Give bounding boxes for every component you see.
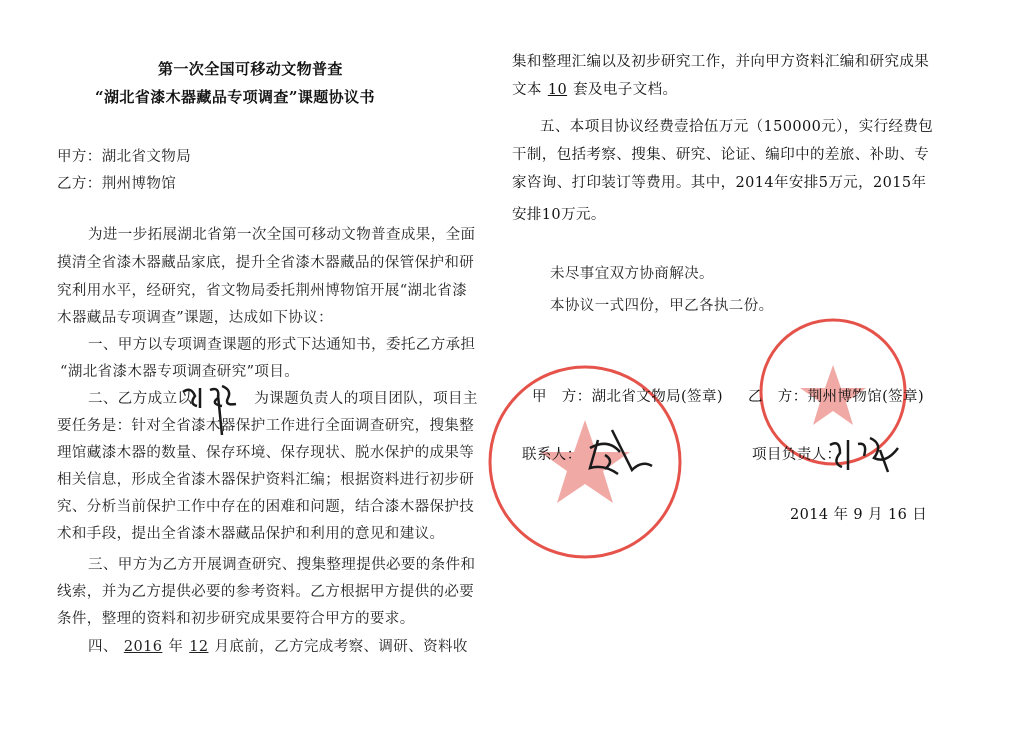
text: 为课题负责人的项目团队，项目主 [254,391,478,407]
text: 四、 [88,639,118,655]
para-line: 木器藏品专项调查”课题，达成如下协议： [57,310,334,326]
text: 月底前，乙方完成考察、调研、资料收 [214,639,468,655]
title-line-1: 第一次全国可移动文物普查 [158,60,343,78]
para-line: 理馆藏漆木器的数量、保存环境、保存现状、脱水保护的成果等 [57,445,475,461]
count-field: 10 [547,82,568,98]
para-line: 为进一步拓展湖北省第一次全国可移动文物普查成果，全面 [88,227,476,243]
text: 套及电子文档。 [573,82,678,98]
text: 二、乙方成立以 [88,391,193,407]
para-line: 究、分析当前保护工作中存在的困难和问题，结合漆木器保护技 [57,499,475,515]
contact-label: 联系人： [522,447,582,463]
date: 2014 年 9 月 16 日 [790,507,928,523]
para-line: 安排10万元。 [512,207,606,223]
para-line [88,387,478,408]
party-b: 乙方：荆州博物馆 [57,176,177,192]
para-line: 相关信息，形成全省漆木器保护资料汇编；根据资料进行初步研 [57,472,475,488]
year-field: 2016 [123,639,163,655]
leader-label: 项目负责人： [752,447,842,463]
month-field: 12 [189,639,209,655]
para-line [512,78,677,99]
party-a: 甲方：湖北省文物局 [57,149,192,165]
signatory-b: 乙 方：荆州博物馆(签章) [748,389,925,405]
para-line: 集和整理汇编以及初步研究工作，并向甲方资料汇编和研究成果 [512,54,930,70]
para-line: 条件，整理的资料和初步研究成果要符合甲方的要求。 [57,611,415,627]
para-line: 三、甲方为乙方开展调查研究、搜集整理提供必要的条件和 [88,557,476,573]
para-line: 要任务是：针对全省漆木器保护工作进行全面调查研究，搜集整 [57,418,475,434]
signatory-a: 甲 方：湖北省文物局(签章) [532,389,723,405]
para-line: 术和手段，提出全省漆木器藏品保护和利用的意见和建议。 [57,526,445,542]
para-line: 线索，并为乙方提供必要的参考资料。乙方根据甲方提供的必要 [57,584,475,600]
para-line: 一、甲方以专项调查课题的形式下达通知书，委托乙方承担 [88,337,476,353]
para-line: 究利用水平，经研究，省文物局委托荆州博物馆开展“湖北省漆 [57,283,468,299]
para-line [88,635,468,656]
misc-line: 本协议一式四份，甲乙各执二份。 [550,298,774,314]
para-line: 摸清全省漆木器藏品家底，提升全省漆木器藏品的保管保护和研 [57,255,475,271]
misc-line: 未尽事宜双方协商解决。 [550,266,714,282]
para-line: 家咨询、打印装订等费用。其中，2014年安排5万元，2015年 [512,175,927,191]
text: 文本 [512,82,542,98]
text: 年 [168,639,184,655]
para-line: 五、本项目协议经费壹拾伍万元（150000元），实行经费包 [540,119,934,135]
para-line: 干制，包括考察、搜集、研究、论证、编印中的差旅、补助、专 [512,147,930,163]
para-line: “湖北省漆木器专项调查研究”项目。 [60,364,300,380]
title-line-2: “湖北省漆木器藏品专项调查”课题协议书 [95,88,375,106]
